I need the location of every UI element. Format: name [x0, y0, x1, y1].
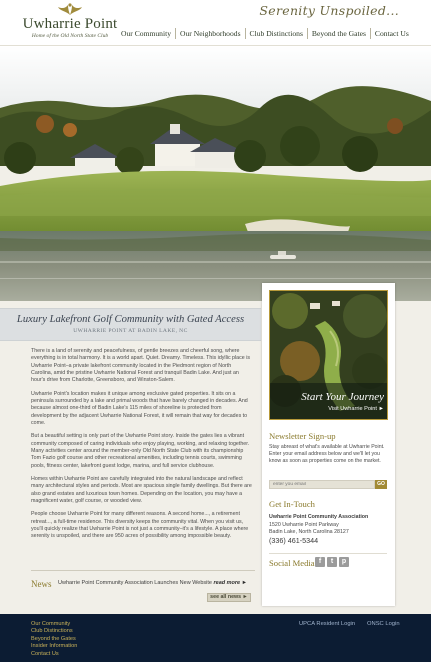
headline-band [0, 308, 261, 341]
social-media-title: Social Media [269, 558, 315, 568]
logo-tagline: Home of the Old North State Club [31, 33, 109, 39]
paragraph: There is a land of serenity and peacefulness, of gentle breezes and cheerful song, where everything is in total harmony. It is a world apart. Quiet. Dreamy. Timeless. This idyllic place is Uwharrie Point–a private lakefront community located in the Piedmont region of North Carolina, amid the pristine Uwharrie National Forest and tranquil Badin Lake. And just an hour's drive from Charlotte, Greensboro, and Winston-Salem. [31, 348, 251, 384]
footer-link-contact-us[interactable]: Contact Us [31, 650, 59, 657]
email-input[interactable] [269, 480, 375, 489]
paragraph: People choose Uwharrie Point for many different reasons. A second home..., a retirement retreat..., a full-time residence. This diversity keeps the community vital. When you visit us, you'll quickly realize that Uwharrie Point is not just a community–it's a lifestyle. A place where serenity is unspoiled, and there are 950 acres of possibility among impossible beauty. [31, 511, 249, 540]
phone-number[interactable]: (336) 461-5344 [269, 536, 319, 545]
site-footer [0, 614, 431, 662]
divider [269, 553, 387, 554]
onsc-login-link[interactable]: ONSC Login [367, 621, 400, 627]
logo-name: Uwharrie Point [22, 16, 118, 32]
start-journey-promo[interactable] [269, 290, 388, 420]
site-logo[interactable] [22, 2, 118, 44]
footer-link-beyond-the-gates[interactable]: Beyond the Gates [31, 635, 76, 642]
site-header [0, 0, 431, 46]
nav-our-community[interactable]: Our Community [121, 28, 171, 38]
footer-link-club-distinctions[interactable]: Club Distinctions [31, 628, 73, 635]
read-more-link[interactable]: read more ► [213, 580, 248, 586]
see-all-news-button[interactable]: see all news ► [207, 593, 251, 602]
get-in-touch-title: Get In-Touch [269, 499, 315, 509]
site-tagline: Serenity Unspoiled... [259, 3, 399, 18]
footer-link-insider-information[interactable]: Insider Information [31, 643, 78, 650]
page-headline: Luxury Lakefront Golf Community with Gated Access [16, 314, 245, 325]
sidebar [262, 283, 395, 606]
resident-login-link[interactable]: UPCA Resident Login [299, 621, 356, 627]
address-line-1: 1520 Uwharrie Point Parkway [269, 522, 339, 528]
hero-image [0, 46, 431, 301]
twitter-icon[interactable]: t [327, 557, 337, 567]
pinterest-icon[interactable]: p [339, 557, 349, 567]
address-line-2: Badin Lake, North Carolina 28127 [269, 529, 349, 535]
intro-text [31, 348, 253, 547]
news-item[interactable] [58, 580, 247, 586]
org-name: Uwharrie Point Community Association [269, 514, 369, 520]
footer-link-our-community[interactable]: Our Community [31, 621, 71, 627]
news-section [31, 570, 255, 604]
page-subhead: UWHARRIE POINT AT BADIN LAKE, NC [73, 328, 188, 334]
facebook-icon[interactable]: f [315, 557, 325, 567]
nav-club-distinctions[interactable]: Club Distinctions [245, 28, 307, 39]
visit-link[interactable]: Visit Uwharrie Point ► [328, 406, 384, 412]
news-title: News [31, 579, 52, 589]
footer-links [31, 621, 77, 658]
nav-contact-us[interactable]: Contact Us [370, 28, 413, 39]
paragraph: Homes within Uwharrie Point are carefully integrated into the natural landscape and reflect many architectural styles and periods. Most are spacious single family dwellings. But there are also grand estates and luxurious town homes. Depending on the location, you may have a magnificent water, golf course, or wooded view. [31, 476, 252, 504]
logo-flourish-icon [56, 2, 84, 16]
promo-title: Start Your Journey [301, 391, 384, 403]
nav-our-neighborhoods[interactable]: Our Neighborhoods [175, 28, 245, 39]
newsletter-title: Newsletter Sign-up [269, 431, 336, 441]
go-button[interactable]: GO [375, 480, 387, 489]
newsletter-text: Stay abreast of what's available at Uwharrie Point. Enter your email address below and we'll let you know as soon as properties come on the market. [269, 444, 385, 464]
nav-beyond-the-gates[interactable]: Beyond the Gates [307, 28, 370, 39]
news-headline[interactable]: Uwharrie Point Community Association Launches New Website [58, 580, 212, 586]
paragraph: Uwharrie Point's location makes it unique among exclusive gated properties. It sits on a peninsula surrounded by a lake and primal woods that have barely changed in decades. And because almost one-third of Badin Lake's 115 miles of shoreline is protected from development by the adjacent Uwharrie National Forest, it will remain that way for decades to come. [31, 390, 248, 426]
main-nav [117, 26, 413, 40]
paragraph: But a beautiful setting is only part of the Uwharrie Point story. Inside the gates lies a vibrant community composed of caring individuals who enjoy playing, working, and relaxing together. Many activities center around the member-only Old North State Club with its championship Tom Fazio golf course and other recreational amenities, including tennis courts, swimming pools, fitness center, lakefront guest lodge, marina, and full service clubhouse. [31, 433, 250, 469]
